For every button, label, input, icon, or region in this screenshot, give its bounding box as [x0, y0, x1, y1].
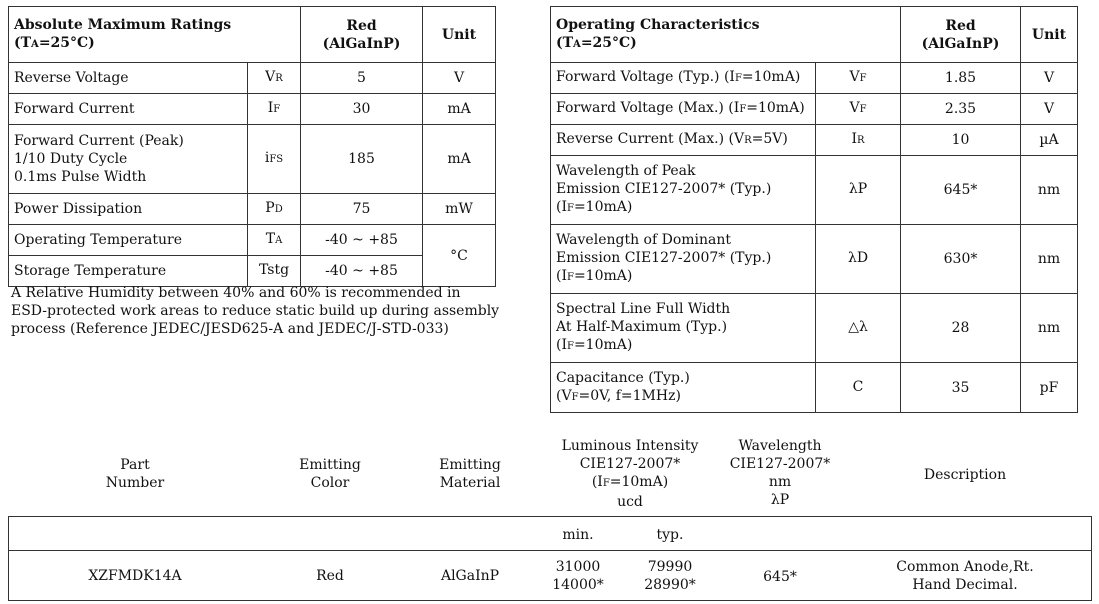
abs-value: -40 ~ +85 — [301, 256, 423, 287]
abs-value: 75 — [301, 194, 423, 225]
abs-col-red-header: Red (AlGaInP) — [301, 7, 423, 63]
emitting-color-cell: Red — [316, 568, 344, 584]
description-header: Description — [923, 467, 1007, 483]
op-symbol: VF — [816, 63, 901, 94]
luminous-typ-cell: 79990 28990* — [644, 559, 696, 593]
op-unit: V — [1021, 94, 1078, 125]
abs-unit: mA — [423, 125, 496, 194]
part-number-header: Part Number — [105, 457, 165, 491]
op-param: Capacitance (Typ.) (VF=0V, f=1MHz) — [551, 363, 816, 413]
abs-param: Operating Temperature — [9, 225, 248, 256]
op-unit: V — [1021, 63, 1078, 94]
abs-value: -40 ~ +85 — [301, 225, 423, 256]
abs-symbol: iFS — [248, 125, 301, 194]
op-col-unit-header: Unit — [1021, 7, 1078, 63]
op-value: 1.85 — [901, 63, 1021, 94]
abs-value: 30 — [301, 94, 423, 125]
op-value: 630* — [901, 225, 1021, 294]
abs-param: Forward Current — [9, 94, 248, 125]
abs-table-condition: (TA=25°C) — [14, 34, 95, 51]
abs-param: Storage Temperature — [9, 256, 248, 287]
op-param: Spectral Line Full Width At Half-Maximum (Typ.) (IF=10mA) — [551, 294, 816, 363]
abs-unit: mW — [423, 194, 496, 225]
op-unit: nm — [1021, 225, 1078, 294]
op-value: 10 — [901, 125, 1021, 156]
abs-value: 5 — [301, 63, 423, 94]
abs-unit: V — [423, 63, 496, 94]
luminous-intensity-header: Luminous Intensity CIE127-2007* (IF=10mA) ucd — [561, 438, 699, 510]
abs-param: Forward Current (Peak) 1/10 Duty Cycle 0.1ms Pulse Width — [9, 125, 248, 194]
abs-symbol: Tstg — [248, 256, 301, 287]
abs-table-title: Absolute Maximum Ratings — [14, 16, 232, 33]
emitting-color-header: Emitting Color — [299, 457, 361, 491]
op-param: Reverse Current (Max.) (VR=5V) — [551, 125, 816, 156]
abs-table-title-cell — [9, 7, 301, 63]
parts-table-left-rule — [8, 516, 9, 600]
op-table-condition: (TA=25°C) — [556, 34, 637, 51]
luminous-min-cell: 31000 14000* — [552, 559, 604, 593]
abs-value: 185 — [301, 125, 423, 194]
op-table-title-cell — [551, 7, 901, 63]
abs-symbol: PD — [248, 194, 301, 225]
operating-characteristics-table — [550, 6, 1078, 413]
op-param: Forward Voltage (Typ.) (IF=10mA) — [551, 63, 816, 94]
abs-symbol: TA — [248, 225, 301, 256]
part-number-cell: XZFMDK14A — [88, 568, 182, 584]
emitting-material-cell: AlGaInP — [440, 568, 500, 584]
op-symbol: IR — [816, 125, 901, 156]
wavelength-header: Wavelength CIE127-2007* nm λP — [729, 438, 831, 508]
op-unit: nm — [1021, 294, 1078, 363]
op-param: Wavelength of Peak Emission CIE127-2007* (Typ.) (IF=10mA) — [551, 156, 816, 225]
op-symbol: λP — [816, 156, 901, 225]
abs-col-unit-header: Unit — [423, 7, 496, 63]
typ-subheader: typ. — [656, 527, 684, 543]
emitting-material-header: Emitting Material — [439, 457, 501, 491]
op-value: 28 — [901, 294, 1021, 363]
abs-symbol: VR — [248, 63, 301, 94]
absolute-max-ratings-table — [8, 6, 496, 287]
op-value: 35 — [901, 363, 1021, 413]
abs-symbol: IF — [248, 94, 301, 125]
parts-table-right-rule — [1091, 516, 1092, 600]
op-symbol: C — [816, 363, 901, 413]
op-unit: µA — [1021, 125, 1078, 156]
parts-table-bottom-rule — [8, 600, 1092, 601]
min-subheader: min. — [562, 527, 594, 543]
abs-param: Reverse Voltage — [9, 63, 248, 94]
op-symbol: △λ — [816, 294, 901, 363]
abs-param: Power Dissipation — [9, 194, 248, 225]
op-symbol: VF — [816, 94, 901, 125]
op-table-title: Operating Characteristics — [556, 16, 760, 33]
op-param: Wavelength of Dominant Emission CIE127-2007* (Typ.) (IF=10mA) — [551, 225, 816, 294]
op-value: 2.35 — [901, 94, 1021, 125]
op-value: 645* — [901, 156, 1021, 225]
parts-table-mid-rule — [8, 550, 1092, 551]
abs-unit: mA — [423, 94, 496, 125]
abs-unit-temperature: °C — [423, 225, 496, 287]
parts-table-top-rule — [8, 516, 1092, 517]
op-unit: nm — [1021, 156, 1078, 225]
description-cell: Common Anode,Rt. Hand Decimal. — [896, 559, 1034, 593]
op-symbol: λD — [816, 225, 901, 294]
op-col-red-header: Red (AlGaInP) — [901, 7, 1021, 63]
wavelength-cell: 645* — [763, 569, 797, 585]
op-param: Forward Voltage (Max.) (IF=10mA) — [551, 94, 816, 125]
op-unit: pF — [1021, 363, 1078, 413]
humidity-note: A Relative Humidity between 40% and 60% is recommended in ESD-protected work areas to reduce static build up during assembly process (Reference JEDEC/JESD625-A and JEDEC/J-STD-033) — [11, 285, 500, 337]
